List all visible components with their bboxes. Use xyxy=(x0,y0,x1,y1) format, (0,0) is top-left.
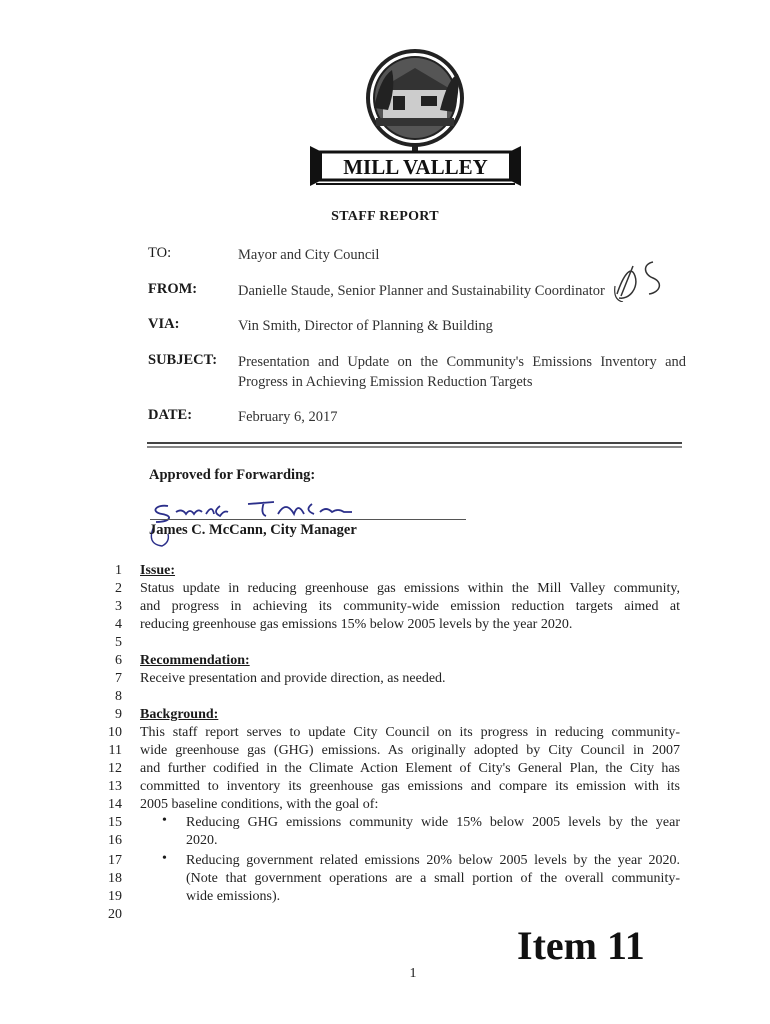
recommendation-heading: Recommendation: xyxy=(140,653,250,668)
line-number: 1 xyxy=(115,563,122,578)
logo-text: MILL VALLEY xyxy=(343,155,488,179)
mill-valley-logo xyxy=(308,48,523,193)
line-number: 7 xyxy=(115,671,122,686)
line-number: 8 xyxy=(115,689,122,704)
from-label: FROM: xyxy=(148,281,198,297)
via-label: VIA: xyxy=(148,316,180,332)
line-number: 14 xyxy=(108,797,122,812)
line-number: 11 xyxy=(108,743,122,758)
body-line: committed to inventory its greenhouse gas emissions and compare its emission with its xyxy=(140,779,680,794)
bullet-line: (Note that government operations are a small portion of the overall community- xyxy=(186,871,680,886)
background-heading: Background: xyxy=(140,707,219,722)
line-number: 9 xyxy=(115,707,122,722)
line-number: 5 xyxy=(115,635,122,650)
bullet-icon: • xyxy=(162,851,167,866)
body-line: and progress in achieving its community-wide emission reduction targets aimed at xyxy=(140,599,680,614)
line-number: 4 xyxy=(115,617,122,632)
page-number: 1 xyxy=(409,966,417,981)
separator-line xyxy=(147,442,682,444)
line-number: 17 xyxy=(108,853,122,868)
body-line: reducing greenhouse gas emissions 15% below 2005 levels by the year 2020. xyxy=(140,617,573,632)
line-number: 16 xyxy=(108,833,122,848)
line-number: 2 xyxy=(115,581,122,596)
line-number: 13 xyxy=(108,779,122,794)
bullet-line: 2020. xyxy=(186,833,218,848)
city-manager-name: James C. McCann, City Manager xyxy=(149,522,357,538)
subject-line-2: Progress in Achieving Emission Reduction Targets xyxy=(238,374,533,390)
bullet-line: wide emissions). xyxy=(186,889,281,904)
line-number: 10 xyxy=(108,725,122,740)
body-line: 2005 baseline conditions, with the goal of: xyxy=(140,797,379,812)
approved-for-forwarding-label: Approved for Forwarding: xyxy=(149,467,316,483)
city-manager-signature xyxy=(148,490,388,550)
issue-heading: Issue: xyxy=(140,563,176,578)
body-line: and further codified in the Climate Action Element of City's General Plan, the City has xyxy=(140,761,680,776)
line-number: 18 xyxy=(108,871,122,886)
body-line: Receive presentation and provide direction, as needed. xyxy=(140,671,446,686)
item-number-label: Item 11 xyxy=(517,923,645,968)
bullet-line: Reducing government related emissions 20% below 2005 levels by the year 2020. xyxy=(186,853,680,868)
subject-value xyxy=(238,352,686,392)
line-number: 6 xyxy=(115,653,122,668)
line-number: 3 xyxy=(115,599,122,614)
line-number: 12 xyxy=(108,761,122,776)
body-line: wide greenhouse gas (GHG) emissions. As originally adopted by City Council in 2007 xyxy=(140,743,680,758)
handwritten-initials xyxy=(613,256,675,302)
to-value: Mayor and City Council xyxy=(238,247,380,263)
report-title: STAFF REPORT xyxy=(331,209,439,224)
separator-line-secondary xyxy=(147,446,682,448)
subject-label: SUBJECT: xyxy=(148,352,218,368)
body-line: Status update in reducing greenhouse gas emissions within the Mill Valley community, xyxy=(140,581,680,596)
bullet-line: Reducing GHG emissions community wide 15% below 2005 levels by the year xyxy=(186,815,680,830)
line-number: 19 xyxy=(108,889,122,904)
body-line: This staff report serves to update City Council on its progress in reducing community- xyxy=(140,725,680,740)
line-number: 20 xyxy=(108,907,122,922)
bullet-icon: • xyxy=(162,813,167,828)
date-label: DATE: xyxy=(148,407,193,423)
date-value: February 6, 2017 xyxy=(238,409,338,425)
via-value: Vin Smith, Director of Planning & Building xyxy=(238,318,493,334)
subject-line-1: Presentation and Update on the Community's Emissions Inventory and xyxy=(238,354,686,370)
signature-line xyxy=(150,519,466,520)
from-value: Danielle Staude, Senior Planner and Sustainability Coordinator xyxy=(238,283,605,299)
line-number: 15 xyxy=(108,815,122,830)
to-label: TO: xyxy=(148,245,172,261)
